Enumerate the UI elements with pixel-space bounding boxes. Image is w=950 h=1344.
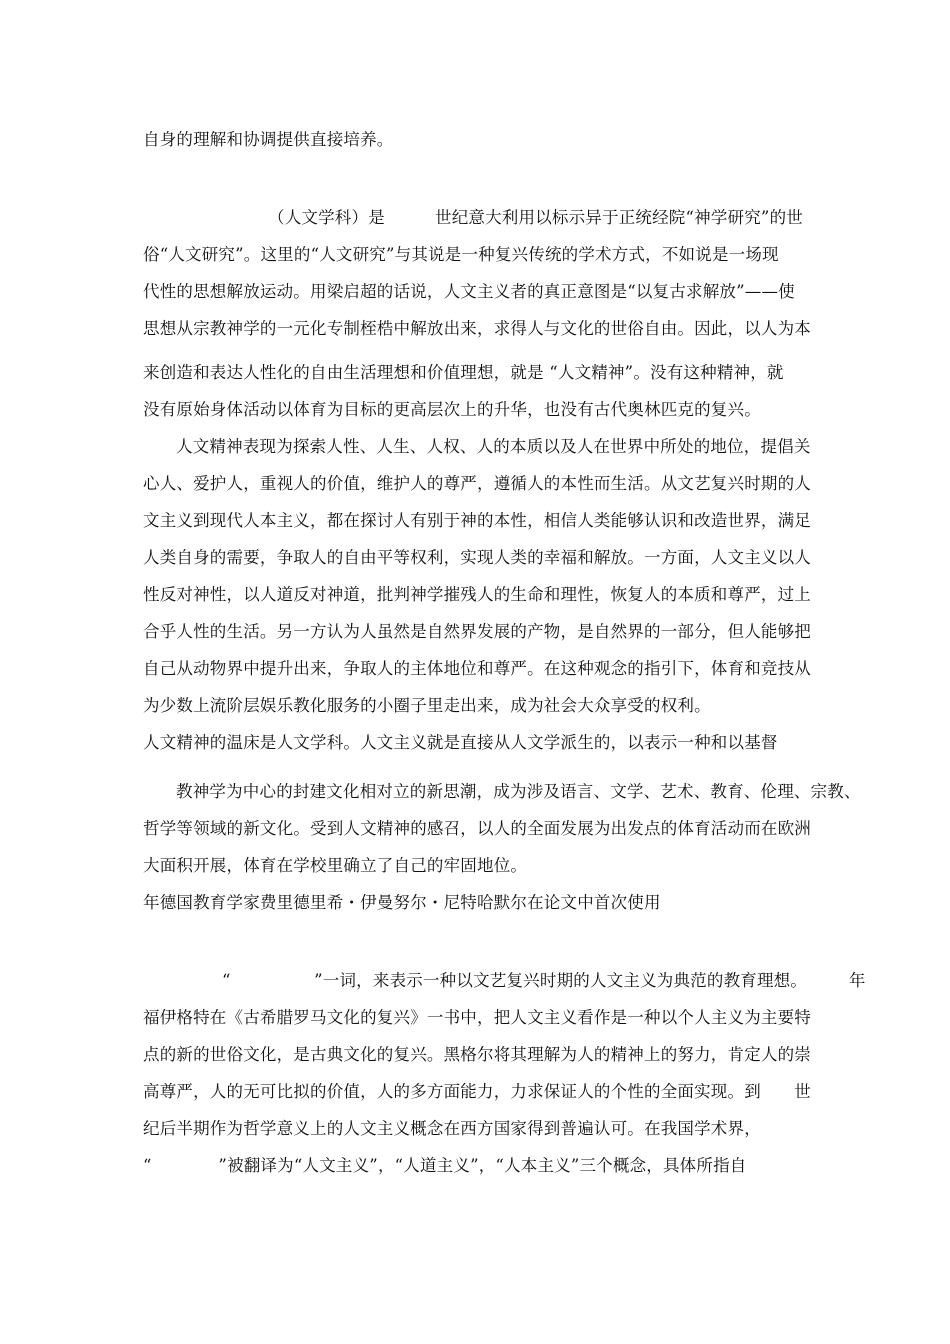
text-line: 合乎人性的生活。另一方认为人虽然是自然界发展的产物，是自然界的一部分，但人能够把 (143, 622, 811, 641)
text-line: 高尊严，人的无可比拟的价值，人的多方面能力，力求保证人的个性的全面实现。到 世 (143, 1082, 811, 1101)
text-line: 自己从动物界中提升出来，争取人的主体地位和尊严。在这种观念的指引下，体育和竞技从 (143, 659, 811, 678)
text-line: 为少数上流阶层娱乐教化服务的小圈子里走出来，成为社会大众享受的权利。 (143, 696, 711, 715)
text-line: 来创造和表达人性化的自由生活理想和价值理想，就是 “人文精神”。没有这种精神，就 (143, 363, 784, 382)
text-line: “ ”一词，来表示一种以文艺复兴时期的人文主义为典范的教育理想。 年 (222, 971, 866, 990)
text-line: 年德国教育学家费里德里希・伊曼努尔・尼特哈默尔在论文中首次使用 (143, 893, 661, 912)
text-line: 文主义到现代人本主义，都在探讨人有别于神的本性，相信人类能够认识和改造世界，满足 (143, 511, 811, 530)
text-line: 人文精神表现为探索人性、人生、人权、人的本质以及人在世界中所处的地位，提倡关 (176, 437, 811, 456)
text-line: 思想从宗教神学的一元化专制桎梏中解放出来，求得人与文化的世俗自由。因此，以人为本 (143, 319, 811, 338)
text-line: 哲学等领域的新文化。受到人文精神的感召，以人的全面发展为出发点的体育活动而在欧洲 (143, 819, 811, 838)
text-line: 人类自身的需要，争取人的自由平等权利，实现人类的幸福和解放。一方面，人文主义以人 (143, 548, 811, 567)
text-line: 俗“人文研究”。这里的“人文研究”与其说是一种复兴传统的学术方式，不如说是一场现 (143, 245, 779, 264)
text-line: 性反对神性，以人道反对神道，批判神学摧残人的生命和理性，恢复人的本质和尊严，过上 (143, 585, 811, 604)
text-line: 大面积开展，体育在学校里确立了自己的牢固地位。 (143, 856, 528, 875)
text-line: “ ”被翻译为“人文主义”，“人道主义”，“人本主义”三个概念，具体所指自 (143, 1156, 747, 1175)
text-line: 点的新的世俗文化，是古典文化的复兴。黑格尔将其理解为人的精神上的努力，肯定人的崇 (143, 1045, 811, 1064)
text-line: 纪后半期作为哲学意义上的人文主义概念在西方国家得到普遍认可。在我国学术界， (143, 1119, 761, 1138)
text-line: 人文精神的温床是人文学科。人文主义就是直接从人文学派生的，以表示一种和以基督 (143, 733, 778, 752)
text-line: 代性的思想解放运动。用梁启超的话说，人文主义者的真正意图是“以复古求解放”——使 (143, 282, 795, 301)
text-line: 心人、爱护人，重视人的价值，维护人的尊严，遵循人的本性而生活。从文艺复兴时期的人 (143, 474, 811, 493)
text-line: 没有原始身体活动以体育为目标的更高层次上的升华，也没有古代奥林匹克的复兴。 (143, 400, 761, 419)
text-line: 福伊格特在《古希腊罗马文化的复兴》一书中，把人文主义看作是一种以个人主义为主要特 (143, 1008, 811, 1027)
text-line: 教神学为中心的封建文化相对立的新思潮，成为涉及语言、文学、艺术、教育、伦理、宗教、 (176, 782, 861, 801)
text-line: （人文学科）是 世纪意大利用以标示异于正统经院“神学研究”的世 (268, 208, 803, 227)
text-line: 自身的理解和协调提供直接培养。 (143, 130, 394, 149)
